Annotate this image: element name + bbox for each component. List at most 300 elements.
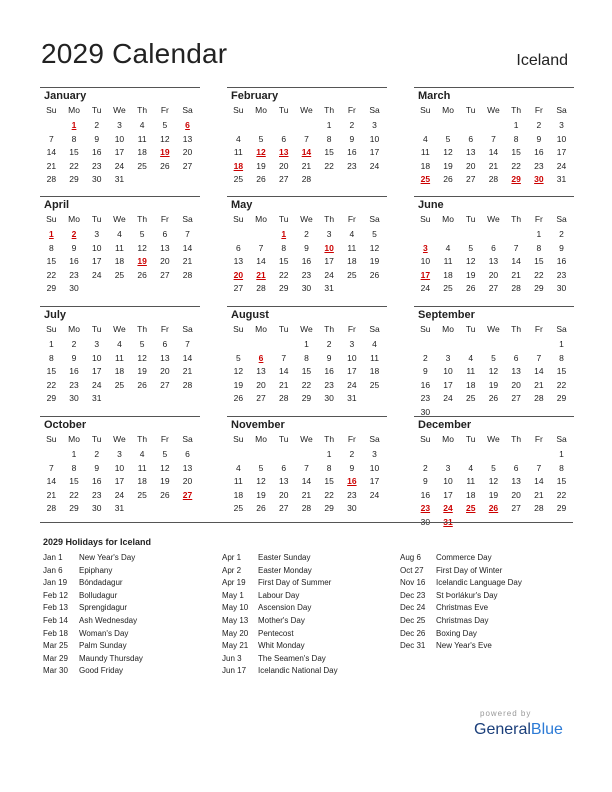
weekday-header: Su xyxy=(420,434,431,444)
weekday-header: Mo xyxy=(442,214,454,224)
weekday-header: Th xyxy=(324,214,335,224)
day-cell: 3 xyxy=(94,339,100,349)
day-cell: 9 xyxy=(94,462,100,473)
day-cell: 2 xyxy=(94,449,100,459)
day-cell: 13 xyxy=(488,256,499,266)
day-cell: 21 xyxy=(301,160,312,171)
weekday-header: Tu xyxy=(465,105,476,115)
day-cell: 23 xyxy=(534,160,544,171)
day-cell: 23 xyxy=(69,269,79,280)
day-cell: 12 xyxy=(369,242,380,253)
day-cell: 9 xyxy=(304,242,309,253)
day-cell: 9 xyxy=(349,133,355,144)
day-cell: 2 xyxy=(349,120,355,130)
day-cell: 15 xyxy=(324,476,334,486)
day-cell: 19 xyxy=(369,256,380,266)
day-cell: 24 xyxy=(420,283,431,293)
day-cell: 12 xyxy=(137,352,147,363)
day-cell: 6 xyxy=(491,242,496,253)
weekday-header: We xyxy=(113,105,126,115)
day-cell: 24 xyxy=(324,269,334,280)
day-cell: 29 xyxy=(46,283,57,293)
day-cell: 21 xyxy=(46,489,57,500)
holiday-day: 13 xyxy=(279,147,289,157)
day-cell: 15 xyxy=(534,256,544,266)
day-cell: 1 xyxy=(326,120,332,130)
month-name: June xyxy=(418,199,444,211)
day-cell: 8 xyxy=(71,462,77,473)
weekday-header: Th xyxy=(137,434,148,444)
day-cell: 20 xyxy=(182,147,193,157)
day-cell: 10 xyxy=(347,352,357,363)
day-cell: 4 xyxy=(235,133,241,144)
day-cell: 13 xyxy=(182,133,193,144)
holiday-date: Jan 19 xyxy=(43,578,68,588)
day-cell: 27 xyxy=(182,160,193,171)
day-cell: 4 xyxy=(468,352,474,363)
holiday-name: Icelandic National Day xyxy=(258,666,338,676)
holiday-date: May 13 xyxy=(222,616,249,625)
day-cell: 7 xyxy=(304,133,309,144)
holiday-name: First Day of Winter xyxy=(436,565,503,575)
weekday-header: Su xyxy=(233,214,244,224)
holiday-date: May 21 xyxy=(222,641,249,651)
holiday-name: Easter Sunday xyxy=(258,553,311,562)
day-cell: 20 xyxy=(466,160,476,171)
day-cell: 15 xyxy=(511,147,521,157)
day-cell: 4 xyxy=(117,229,122,239)
holiday-name: Ash Wednesday xyxy=(79,616,138,625)
day-cell: 30 xyxy=(347,503,357,513)
day-cell: 21 xyxy=(534,379,544,390)
day-cell: 5 xyxy=(235,352,241,363)
day-cell: 29 xyxy=(69,174,79,184)
day-cell: 28 xyxy=(256,283,266,293)
weekday-header: We xyxy=(300,324,313,334)
day-cell: 25 xyxy=(233,174,244,184)
day-cell: 16 xyxy=(301,256,312,266)
day-cell: 23 xyxy=(92,160,102,171)
day-cell: 27 xyxy=(279,174,289,184)
weekday-header: Th xyxy=(324,324,335,334)
day-cell: 13 xyxy=(511,476,521,486)
day-cell: 2 xyxy=(326,339,332,349)
weekday-header: Th xyxy=(324,434,335,444)
day-cell: 14 xyxy=(256,256,266,266)
day-cell: 31 xyxy=(114,174,125,184)
weekday-header: Sa xyxy=(369,324,380,334)
month-name: April xyxy=(44,199,70,211)
holiday-day: 18 xyxy=(233,160,244,171)
day-cell: 18 xyxy=(137,147,147,157)
holiday-day: 25 xyxy=(420,174,431,184)
day-cell: 17 xyxy=(443,489,453,500)
day-cell: 21 xyxy=(182,366,193,376)
day-cell: 6 xyxy=(162,339,168,349)
day-cell: 8 xyxy=(48,242,54,253)
day-cell: 19 xyxy=(256,160,266,171)
day-cell: 3 xyxy=(372,120,377,130)
day-cell: 25 xyxy=(114,379,125,390)
holiday-name: Christmas Day xyxy=(436,616,489,625)
day-cell: 18 xyxy=(420,160,431,171)
day-cell: 21 xyxy=(182,256,193,266)
day-cell: 5 xyxy=(258,133,264,144)
day-cell: 8 xyxy=(513,133,519,144)
day-cell: 30 xyxy=(92,174,102,184)
holiday-date: May 10 xyxy=(222,603,249,613)
day-cell: 25 xyxy=(443,283,453,293)
holiday-day: 10 xyxy=(324,242,334,253)
day-cell: 17 xyxy=(114,147,125,157)
day-cell: 1 xyxy=(48,339,54,349)
day-cell: 2 xyxy=(422,462,428,473)
holiday-day: 21 xyxy=(256,269,266,280)
holiday-name: Maundy Thursday xyxy=(79,653,143,663)
day-cell: 30 xyxy=(324,393,334,403)
holiday-name: Good Friday xyxy=(79,666,124,676)
holiday-day: 16 xyxy=(347,476,357,486)
holiday-name: Icelandic Language Day xyxy=(436,578,522,588)
weekday-header: Fr xyxy=(347,105,356,115)
holiday-date: Jun 17 xyxy=(222,666,247,676)
holiday-date: Aug 6 xyxy=(400,553,421,562)
holiday-day: 20 xyxy=(233,269,244,280)
month-february xyxy=(227,87,387,184)
day-cell: 1 xyxy=(71,449,77,459)
month-name: October xyxy=(44,419,87,431)
day-cell: 24 xyxy=(114,160,125,171)
day-cell: 21 xyxy=(488,160,499,171)
day-cell: 7 xyxy=(281,352,287,363)
day-cell: 29 xyxy=(556,393,567,403)
day-cell: 22 xyxy=(324,489,334,500)
day-cell: 14 xyxy=(279,366,289,376)
day-cell: 29 xyxy=(279,283,289,293)
weekday-header: Mo xyxy=(442,324,454,334)
day-cell: 22 xyxy=(556,379,567,390)
day-cell: 19 xyxy=(256,489,266,500)
day-cell: 12 xyxy=(160,462,170,473)
day-cell: 6 xyxy=(185,449,190,459)
holiday-day: 6 xyxy=(185,120,190,130)
day-cell: 20 xyxy=(488,269,499,280)
holiday-date: Apr 1 xyxy=(222,553,242,562)
day-cell: 10 xyxy=(443,366,453,376)
weekday-header: Sa xyxy=(556,105,567,115)
holiday-date: Dec 31 xyxy=(400,641,426,651)
day-cell: 19 xyxy=(488,489,499,500)
day-cell: 7 xyxy=(304,462,309,473)
day-cell: 19 xyxy=(488,379,499,390)
day-cell: 14 xyxy=(534,476,544,486)
holiday-date: Feb 14 xyxy=(43,616,68,625)
day-cell: 15 xyxy=(46,366,57,376)
day-cell: 16 xyxy=(69,256,79,266)
day-cell: 28 xyxy=(301,174,312,184)
holiday-date: Feb 18 xyxy=(43,628,68,638)
day-cell: 3 xyxy=(117,449,122,459)
day-cell: 4 xyxy=(117,339,122,349)
holiday-name: Boxing Day xyxy=(436,628,477,638)
holiday-date: Jan 6 xyxy=(43,565,63,575)
holiday-name: Ascension Day xyxy=(258,603,312,613)
day-cell: 24 xyxy=(369,489,380,500)
weekday-header: Tu xyxy=(91,105,102,115)
day-cell: 22 xyxy=(511,160,521,171)
day-cell: 24 xyxy=(92,269,102,280)
month-name: February xyxy=(231,90,279,102)
day-cell: 12 xyxy=(443,147,453,157)
day-cell: 28 xyxy=(182,269,193,280)
day-cell: 7 xyxy=(258,242,264,253)
weekday-header: Tu xyxy=(278,105,289,115)
holiday-name: Whit Monday xyxy=(258,641,305,651)
holiday-day: 31 xyxy=(443,516,453,527)
holiday-date: Jan 1 xyxy=(43,553,63,562)
holiday-date: May 20 xyxy=(222,628,249,638)
day-cell: 8 xyxy=(326,133,332,144)
generalblue-logo[interactable] xyxy=(474,721,563,739)
weekday-header: Th xyxy=(511,434,522,444)
weekday-header: Mo xyxy=(255,324,267,334)
day-cell: 1 xyxy=(536,229,542,239)
day-cell: 12 xyxy=(160,133,170,144)
holiday-date: Dec 24 xyxy=(400,603,426,613)
day-cell: 20 xyxy=(256,379,266,390)
day-cell: 4 xyxy=(235,462,241,473)
day-cell: 8 xyxy=(71,133,77,144)
day-cell: 11 xyxy=(420,147,430,157)
day-cell: 13 xyxy=(160,242,170,253)
day-cell: 5 xyxy=(162,449,168,459)
day-cell: 11 xyxy=(466,476,476,486)
day-cell: 3 xyxy=(117,120,122,130)
country-name: Iceland xyxy=(516,52,568,69)
day-cell: 28 xyxy=(46,503,57,513)
day-cell: 19 xyxy=(466,269,476,280)
month-name: May xyxy=(231,199,253,211)
holiday-day: 1 xyxy=(71,120,77,130)
day-cell: 11 xyxy=(370,352,379,363)
day-cell: 25 xyxy=(114,269,125,280)
day-cell: 13 xyxy=(233,256,244,266)
day-cell: 25 xyxy=(369,379,380,390)
day-cell: 7 xyxy=(536,462,542,473)
day-cell: 22 xyxy=(69,160,79,171)
weekday-header: Mo xyxy=(68,434,80,444)
weekday-header: Su xyxy=(420,324,431,334)
day-cell: 24 xyxy=(443,393,453,403)
day-cell: 22 xyxy=(324,160,334,171)
day-cell: 20 xyxy=(160,366,170,376)
day-cell: 9 xyxy=(71,352,77,363)
day-cell: 8 xyxy=(326,462,332,473)
weekday-header: We xyxy=(487,434,500,444)
holiday-day: 17 xyxy=(420,269,431,280)
day-cell: 15 xyxy=(324,147,334,157)
day-cell: 17 xyxy=(347,366,357,376)
day-cell: 23 xyxy=(324,379,334,390)
day-cell: 11 xyxy=(115,242,124,253)
weekday-header: Th xyxy=(324,105,335,115)
holiday-date: Mar 30 xyxy=(43,666,68,676)
day-cell: 22 xyxy=(556,489,567,500)
day-cell: 20 xyxy=(182,476,193,486)
day-cell: 26 xyxy=(443,174,453,184)
day-cell: 9 xyxy=(326,352,332,363)
holiday-name: First Day of Summer xyxy=(258,578,332,588)
day-cell: 7 xyxy=(513,242,519,253)
day-cell: 15 xyxy=(301,366,312,376)
day-cell: 24 xyxy=(114,489,125,500)
weekday-header: Th xyxy=(137,105,148,115)
day-cell: 27 xyxy=(160,269,170,280)
day-cell: 7 xyxy=(48,462,54,473)
day-cell: 29 xyxy=(324,503,334,513)
day-cell: 2 xyxy=(71,339,77,349)
weekday-header: We xyxy=(113,324,126,334)
day-cell: 26 xyxy=(466,283,476,293)
day-cell: 11 xyxy=(137,133,147,144)
weekday-header: Sa xyxy=(369,105,380,115)
day-cell: 9 xyxy=(422,476,428,486)
month-name: November xyxy=(231,419,285,431)
weekday-header: Th xyxy=(137,324,148,334)
holiday-name: Pentecost xyxy=(258,628,294,638)
day-cell: 26 xyxy=(256,503,266,513)
day-cell: 12 xyxy=(488,366,499,376)
holiday-date: Feb 12 xyxy=(43,590,68,600)
day-cell: 5 xyxy=(372,229,377,239)
day-cell: 25 xyxy=(347,269,357,280)
day-cell: 21 xyxy=(534,489,544,500)
day-cell: 28 xyxy=(534,393,544,403)
weekday-header: Sa xyxy=(556,214,567,224)
day-cell: 7 xyxy=(536,352,542,363)
weekday-header: Sa xyxy=(369,214,380,224)
holiday-date: Apr 19 xyxy=(222,578,246,588)
month-august xyxy=(227,306,387,403)
weekday-header: Sa xyxy=(182,105,193,115)
day-cell: 12 xyxy=(137,242,147,253)
day-cell: 10 xyxy=(420,256,431,266)
holiday-date: Dec 26 xyxy=(400,628,426,638)
weekday-header: Sa xyxy=(369,434,380,444)
weekday-header: Mo xyxy=(255,214,267,224)
holiday-name: Bóndadagur xyxy=(79,578,123,588)
holiday-day: 19 xyxy=(160,147,170,157)
day-cell: 31 xyxy=(347,393,357,403)
weekday-header: Sa xyxy=(182,434,193,444)
day-cell: 10 xyxy=(369,462,380,473)
day-cell: 21 xyxy=(511,269,521,280)
holiday-day: 25 xyxy=(466,503,476,513)
weekday-header: Fr xyxy=(534,434,543,444)
day-cell: 28 xyxy=(301,503,312,513)
holiday-date: Jun 3 xyxy=(222,653,242,663)
day-cell: 17 xyxy=(92,256,102,266)
holiday-day: 3 xyxy=(422,242,428,253)
day-cell: 30 xyxy=(69,283,79,293)
day-cell: 26 xyxy=(488,393,499,403)
day-cell: 4 xyxy=(372,339,377,349)
day-cell: 25 xyxy=(233,503,244,513)
day-cell: 2 xyxy=(422,352,428,363)
day-cell: 29 xyxy=(46,393,57,403)
holiday-name: Christmas Eve xyxy=(436,603,489,613)
day-cell: 3 xyxy=(326,229,332,239)
day-cell: 29 xyxy=(301,393,312,403)
day-cell: 14 xyxy=(46,476,57,486)
weekday-header: Mo xyxy=(255,434,267,444)
day-cell: 26 xyxy=(160,160,170,171)
weekday-header: We xyxy=(487,324,500,334)
weekday-header: We xyxy=(487,214,500,224)
day-cell: 22 xyxy=(279,269,289,280)
day-cell: 22 xyxy=(46,269,57,280)
day-cell: 31 xyxy=(92,393,102,403)
day-cell: 28 xyxy=(511,283,521,293)
weekday-header: Fr xyxy=(160,105,169,115)
day-cell: 10 xyxy=(114,133,125,144)
weekday-header: Fr xyxy=(534,324,543,334)
weekday-header: We xyxy=(300,434,313,444)
day-cell: 23 xyxy=(92,489,102,500)
day-cell: 16 xyxy=(69,366,79,376)
day-cell: 12 xyxy=(488,476,499,486)
weekday-header: Fr xyxy=(160,324,169,334)
day-cell: 6 xyxy=(235,242,241,253)
weekday-header: Sa xyxy=(556,324,567,334)
holiday-name: The Seamen's Day xyxy=(258,653,326,663)
weekday-header: Fr xyxy=(347,324,356,334)
weekday-header: Tu xyxy=(278,324,289,334)
day-cell: 22 xyxy=(534,269,544,280)
day-cell: 14 xyxy=(511,256,521,266)
day-cell: 16 xyxy=(420,379,431,390)
holiday-date: Apr 2 xyxy=(222,565,242,575)
day-cell: 5 xyxy=(491,352,496,363)
holiday-date: Oct 27 xyxy=(400,565,424,575)
weekday-header: Tu xyxy=(278,434,289,444)
weekday-header: We xyxy=(300,105,313,115)
day-cell: 13 xyxy=(466,147,476,157)
weekday-header: Su xyxy=(46,214,57,224)
day-cell: 21 xyxy=(301,489,312,500)
weekday-header: Tu xyxy=(465,434,476,444)
day-cell: 18 xyxy=(233,489,244,500)
holiday-name: Palm Sunday xyxy=(79,641,127,651)
day-cell: 23 xyxy=(420,393,431,403)
weekday-header: We xyxy=(113,434,126,444)
day-cell: 7 xyxy=(491,133,496,144)
day-cell: 30 xyxy=(92,503,102,513)
day-cell: 12 xyxy=(466,256,476,266)
day-cell: 8 xyxy=(281,242,287,253)
weekday-header: Sa xyxy=(556,434,567,444)
weekday-header: Mo xyxy=(68,324,80,334)
day-cell: 28 xyxy=(182,379,193,390)
weekday-header: Tu xyxy=(465,214,476,224)
day-cell: 20 xyxy=(279,160,289,171)
holiday-name: St Þorlákur's Day xyxy=(436,590,498,600)
day-cell: 4 xyxy=(139,120,145,130)
day-cell: 23 xyxy=(347,489,357,500)
day-cell: 14 xyxy=(301,476,312,486)
day-cell: 6 xyxy=(281,462,287,473)
day-cell: 14 xyxy=(488,147,499,157)
